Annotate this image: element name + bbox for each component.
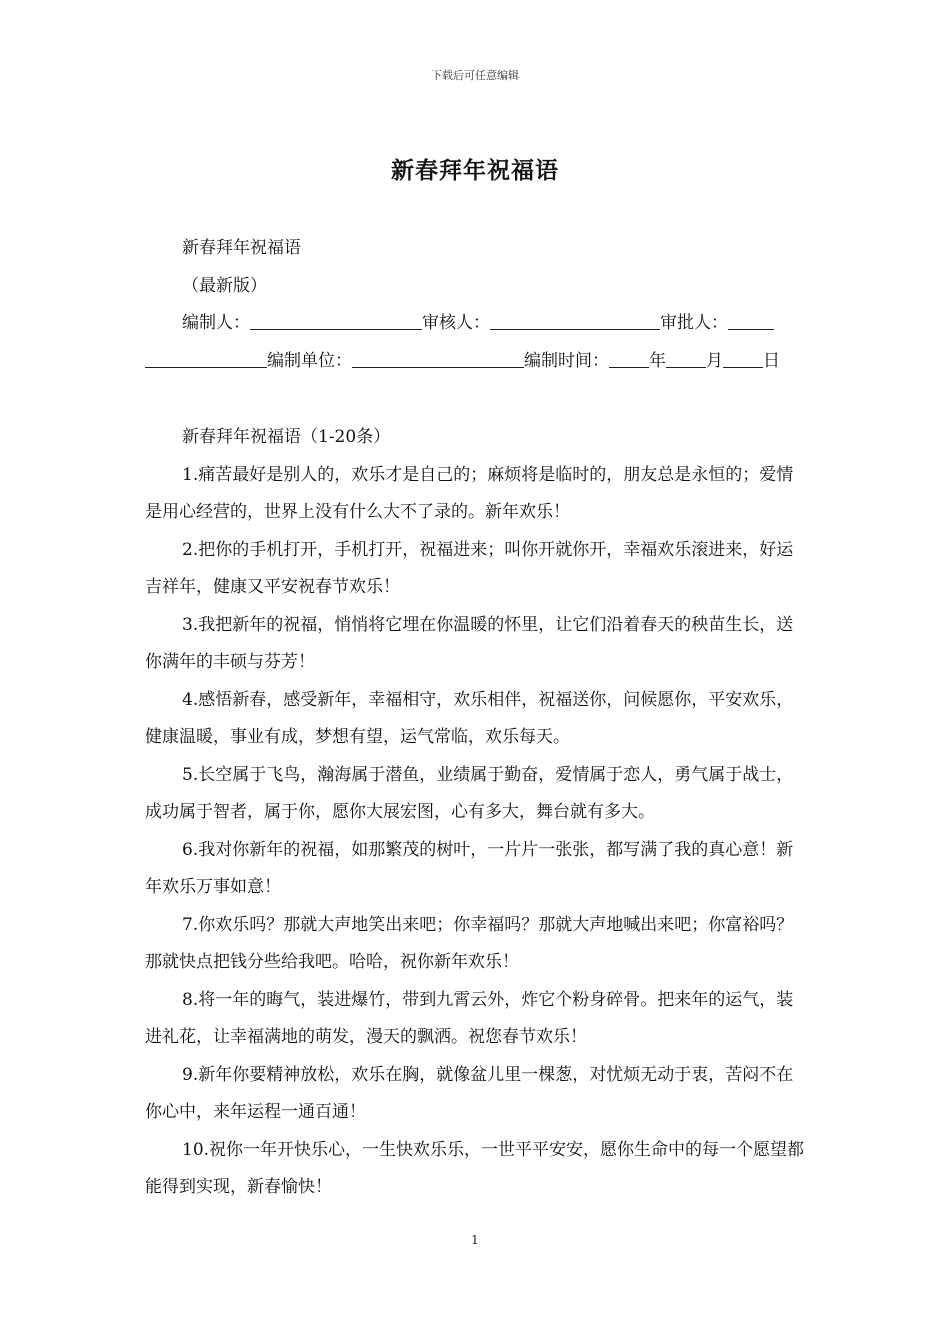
year-blank (609, 349, 649, 368)
approver-blank (728, 311, 774, 330)
approver-blank-cont (145, 349, 267, 368)
blessings-section (145, 419, 808, 1207)
unit-blank (352, 349, 524, 368)
document-title: 新春拜年祝福语 (391, 157, 559, 184)
signoff-line-2 (145, 343, 808, 381)
blessing-item: 3.我把新年的祝福，悄悄将它埋在你温暖的怀里，让它们沿着春天的秧苗生长，送你满年的丰硕与芬芳！ (145, 614, 794, 672)
signoff-line-1 (145, 305, 808, 343)
day-label: 日 (763, 350, 780, 371)
blessing-item: 4.感悟新春，感受新年，幸福相守，欢乐相伴，祝福送你，问候愿你，平安欢乐，健康温暖，事业有成，梦想有望，运气常临，欢乐每天。 (145, 689, 794, 747)
intro-block (145, 230, 808, 380)
reviewer-blank (490, 311, 660, 330)
header-note: 下载后可任意编辑 (431, 69, 519, 82)
year-label: 年 (649, 350, 666, 371)
blessing-item: 8.将一年的晦气，装进爆竹，带到九霄云外，炸它个粉身碎骨。把来年的运气，装进礼花，让幸福满地的萌发，漫天的飘洒。祝您春节欢乐！ (145, 989, 794, 1047)
day-blank (723, 349, 763, 368)
time-label: 编制时间： (524, 350, 609, 371)
compiler-blank (250, 311, 422, 330)
blessing-item: 9.新年你要精神放松，欢乐在胸，就像盆儿里一棵葱，对忧烦无动于衷，苦闷不在你心中，来年运程一通百通！ (145, 1064, 794, 1122)
blessing-item: 5.长空属于飞鸟，瀚海属于潜鱼，业绩属于勤奋，爱情属于恋人，勇气属于战士，成功属于智者，属于你，愿你大展宏图，心有多大，舞台就有多大。 (145, 764, 794, 822)
blessing-item: 6.我对你新年的祝福，如那繁茂的树叶，一片片一张张，都写满了我的真心意！新年欢乐万事如意！ (145, 839, 794, 897)
reviewer-label: 审核人： (422, 313, 490, 333)
compiler-label: 编制人： (182, 313, 250, 333)
section-heading: 新春拜年祝福语（1-20条） (182, 427, 391, 447)
unit-label: 编制单位： (267, 350, 352, 371)
blessing-item: 1.痛苦最好是别人的，欢乐才是自己的；麻烦将是临时的，朋友总是永恒的；爱情是用心经营的，世界上没有什么大不了录的。新年欢乐！ (145, 464, 794, 522)
month-blank (666, 349, 706, 368)
month-label: 月 (706, 350, 723, 371)
intro-edition: （最新版） (182, 275, 267, 296)
page-number: 1 (471, 1233, 479, 1247)
blessing-item: 10.祝你一年开快乐心，一生快欢乐乐，一世平平安安，愿你生命中的每一个愿望都能得到实现，新春愉快！ (145, 1139, 805, 1197)
approver-label: 审批人： (660, 313, 728, 333)
blessing-item: 2.把你的手机打开，手机打开，祝福进来；叫你开就你开，幸福欢乐滚进来，好运吉祥年，健康又平安祝春节欢乐！ (145, 539, 794, 597)
blessing-item: 7.你欢乐吗？那就大声地笑出来吧；你幸福吗？那就大声地喊出来吧；你富裕吗？那就快点把钱分些给我吧。哈哈，祝你新年欢乐！ (145, 914, 794, 972)
intro-subtitle: 新春拜年祝福语 (182, 238, 301, 258)
